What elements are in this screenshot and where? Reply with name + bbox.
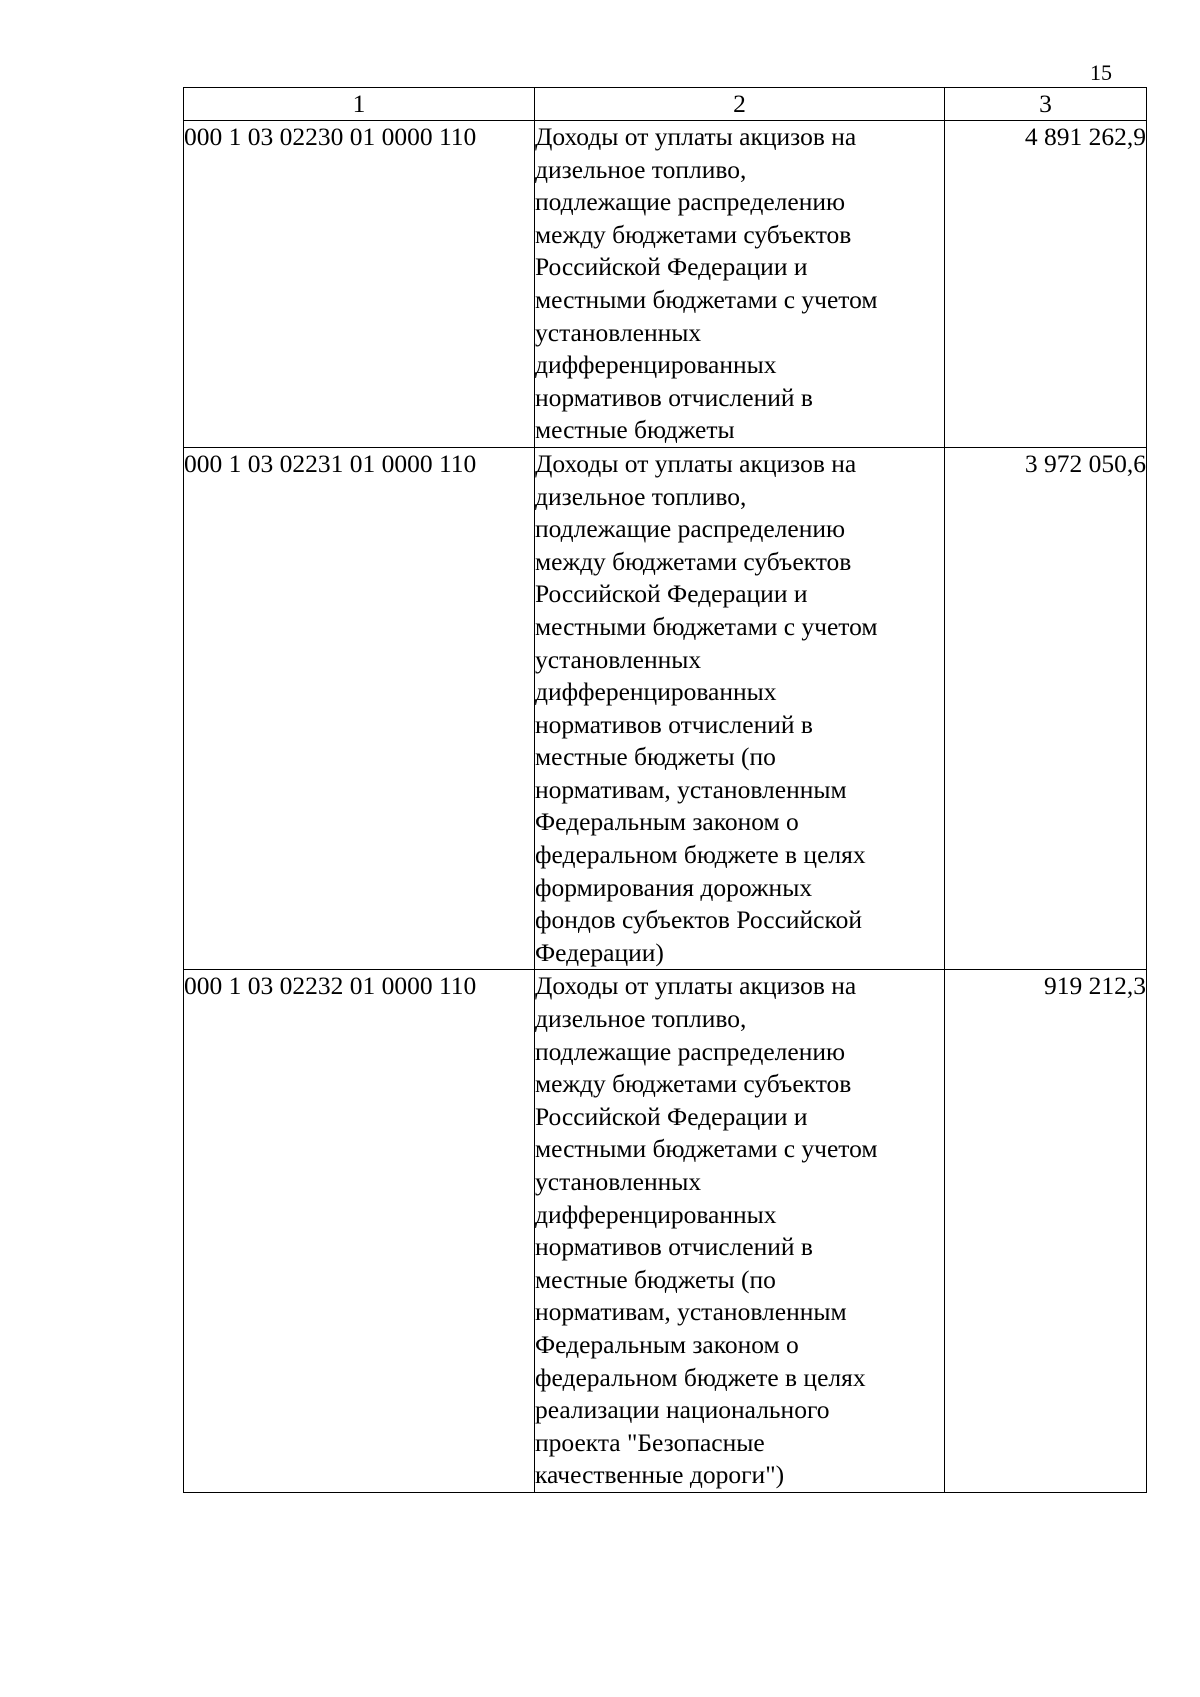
description-line: нормативам, установленным [535, 1297, 847, 1327]
description-line: подлежащие распределению [535, 187, 846, 217]
description-line: качественные дороги") [535, 1460, 785, 1490]
revenue-table [183, 87, 1147, 1493]
description-line: Федеральным законом о [535, 1329, 799, 1359]
description-line: нормативам, установленным [535, 774, 847, 804]
amount-cell: 3 972 050,6 [945, 447, 1147, 970]
page-number: 15 [1090, 60, 1112, 85]
budget-code-cell: 000 1 03 02231 01 0000 110 [184, 447, 535, 970]
description-line: подлежащие распределению [535, 1036, 846, 1066]
description-line: нормативов отчислений в [535, 709, 813, 739]
table-header-row [184, 88, 1147, 121]
description-line: между бюджетами субъектов [535, 1069, 852, 1099]
description-line: дифференцированных [535, 1199, 777, 1229]
amount-cell: 919 212,3 [945, 970, 1147, 1493]
description-line: между бюджетами субъектов [535, 546, 852, 576]
description-line: федеральном бюджете в целях [535, 1362, 866, 1392]
description-line: Доходы от уплаты акцизов на [535, 971, 857, 1001]
description-line: проекта "Безопасные [535, 1427, 765, 1457]
description-line: реализации национального [535, 1395, 830, 1425]
budget-code-cell: 000 1 03 02230 01 0000 110 [184, 121, 535, 448]
description-cell [535, 121, 945, 448]
description-line: фондов субъектов Российской [535, 905, 862, 935]
description-line: Российской Федерации и [535, 1101, 808, 1131]
description-line: Российской Федерации и [535, 579, 808, 609]
description-line: Доходы от уплаты акцизов на [535, 122, 857, 151]
description-line: подлежащие распределению [535, 514, 846, 544]
description-line: местными бюджетами с учетом [535, 1134, 878, 1164]
table-row [184, 447, 1147, 970]
description-line: нормативов отчислений в [535, 1232, 813, 1262]
description-cell [535, 447, 945, 970]
column-header-1: 1 [184, 88, 535, 121]
table-row [184, 121, 1147, 448]
description-line: нормативов отчислений в [535, 382, 813, 412]
description-line: дизельное топливо, [535, 1004, 747, 1034]
description-line: установленных [535, 317, 702, 347]
description-line: Доходы от уплаты акцизов на [535, 448, 857, 478]
column-header-2: 2 [535, 88, 945, 121]
description-line: дизельное топливо, [535, 154, 747, 184]
table-row [184, 970, 1147, 1493]
description-line: дифференцированных [535, 350, 777, 380]
description-cell [535, 970, 945, 1493]
description-line: федеральном бюджете в целях [535, 840, 866, 870]
description-line: установленных [535, 644, 702, 674]
description-line: дизельное топливо, [535, 481, 747, 511]
budget-code-cell: 000 1 03 02232 01 0000 110 [184, 970, 535, 1493]
description-line: Российской Федерации и [535, 252, 808, 282]
description-line: Федеральным законом о [535, 807, 799, 837]
description-line: установленных [535, 1167, 702, 1196]
description-line: Федерации) [535, 937, 664, 967]
description-line: местные бюджеты (по [535, 1264, 776, 1294]
description-line: формирования дорожных [535, 872, 813, 902]
description-line: местными бюджетами с учетом [535, 284, 878, 314]
amount-cell: 4 891 262,9 [945, 121, 1147, 448]
description-line: местные бюджеты [535, 415, 735, 445]
column-header-3: 3 [945, 88, 1147, 121]
description-line: местными бюджетами с учетом [535, 611, 878, 641]
table-body [184, 121, 1147, 1493]
description-line: местные бюджеты (по [535, 742, 776, 772]
description-line: между бюджетами субъектов [535, 219, 852, 249]
description-line: дифференцированных [535, 677, 777, 707]
